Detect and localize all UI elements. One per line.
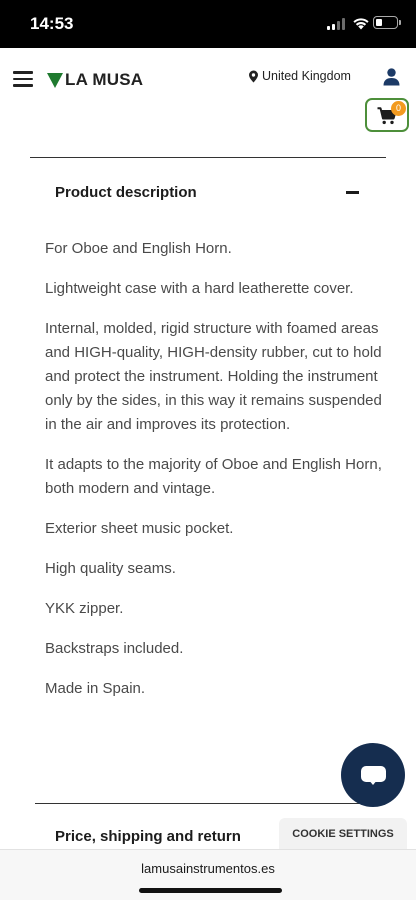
menu-icon[interactable]	[13, 71, 33, 87]
status-bar	[0, 0, 416, 48]
wifi-icon	[352, 16, 370, 30]
user-account-icon[interactable]	[383, 68, 400, 86]
status-time: 14:53	[30, 14, 74, 33]
description-paragraph: It adapts to the majority of Oboe and English Horn, both modern and vintage.	[45, 456, 382, 497]
site-logo[interactable]	[47, 69, 143, 91]
collapse-minus-icon[interactable]	[346, 191, 359, 194]
description-paragraph: Lightweight case with a hard leatherette cover.	[45, 280, 354, 297]
description-paragraph: Backstraps included.	[45, 640, 184, 657]
location-pin-icon	[248, 70, 259, 83]
browser-address-bar[interactable]	[0, 849, 416, 900]
home-indicator[interactable]	[139, 888, 282, 893]
cart-button[interactable]	[365, 98, 409, 132]
battery-icon	[373, 16, 398, 29]
cellular-signal-icon	[327, 18, 347, 30]
logo-text: LA MUSA	[65, 70, 144, 89]
cookie-settings-button[interactable]: COOKIE SETTINGS	[279, 818, 407, 850]
product-description-body	[45, 237, 385, 717]
description-paragraph: For Oboe and English Horn.	[45, 240, 232, 257]
site-header	[0, 48, 416, 140]
section-divider	[30, 157, 386, 158]
country-selector[interactable]	[248, 69, 351, 83]
logo-triangle-icon	[47, 73, 63, 88]
shipping-section-header[interactable]: Price, shipping and return	[55, 828, 241, 845]
cart-count-badge: 0	[391, 101, 406, 116]
country-label: United Kingdom	[262, 69, 351, 83]
chat-button[interactable]	[341, 743, 405, 807]
product-description-header[interactable]: Product description	[55, 184, 197, 201]
description-paragraph: Made in Spain.	[45, 680, 146, 697]
description-paragraph: YKK zipper.	[45, 600, 124, 617]
description-paragraph: Exterior sheet music pocket.	[45, 520, 234, 537]
url-label[interactable]: lamusainstrumentos.es	[141, 861, 275, 876]
section-divider	[35, 803, 386, 804]
description-paragraph: High quality seams.	[45, 560, 176, 577]
description-paragraph: Internal, molded, rigid structure with foamed areas and HIGH-quality, HIGH-density rubber, cut to hold and protect the instrument. Holding the instrument only by the sides, in this way it remains suspended in the air and improves its protection.	[45, 320, 382, 433]
